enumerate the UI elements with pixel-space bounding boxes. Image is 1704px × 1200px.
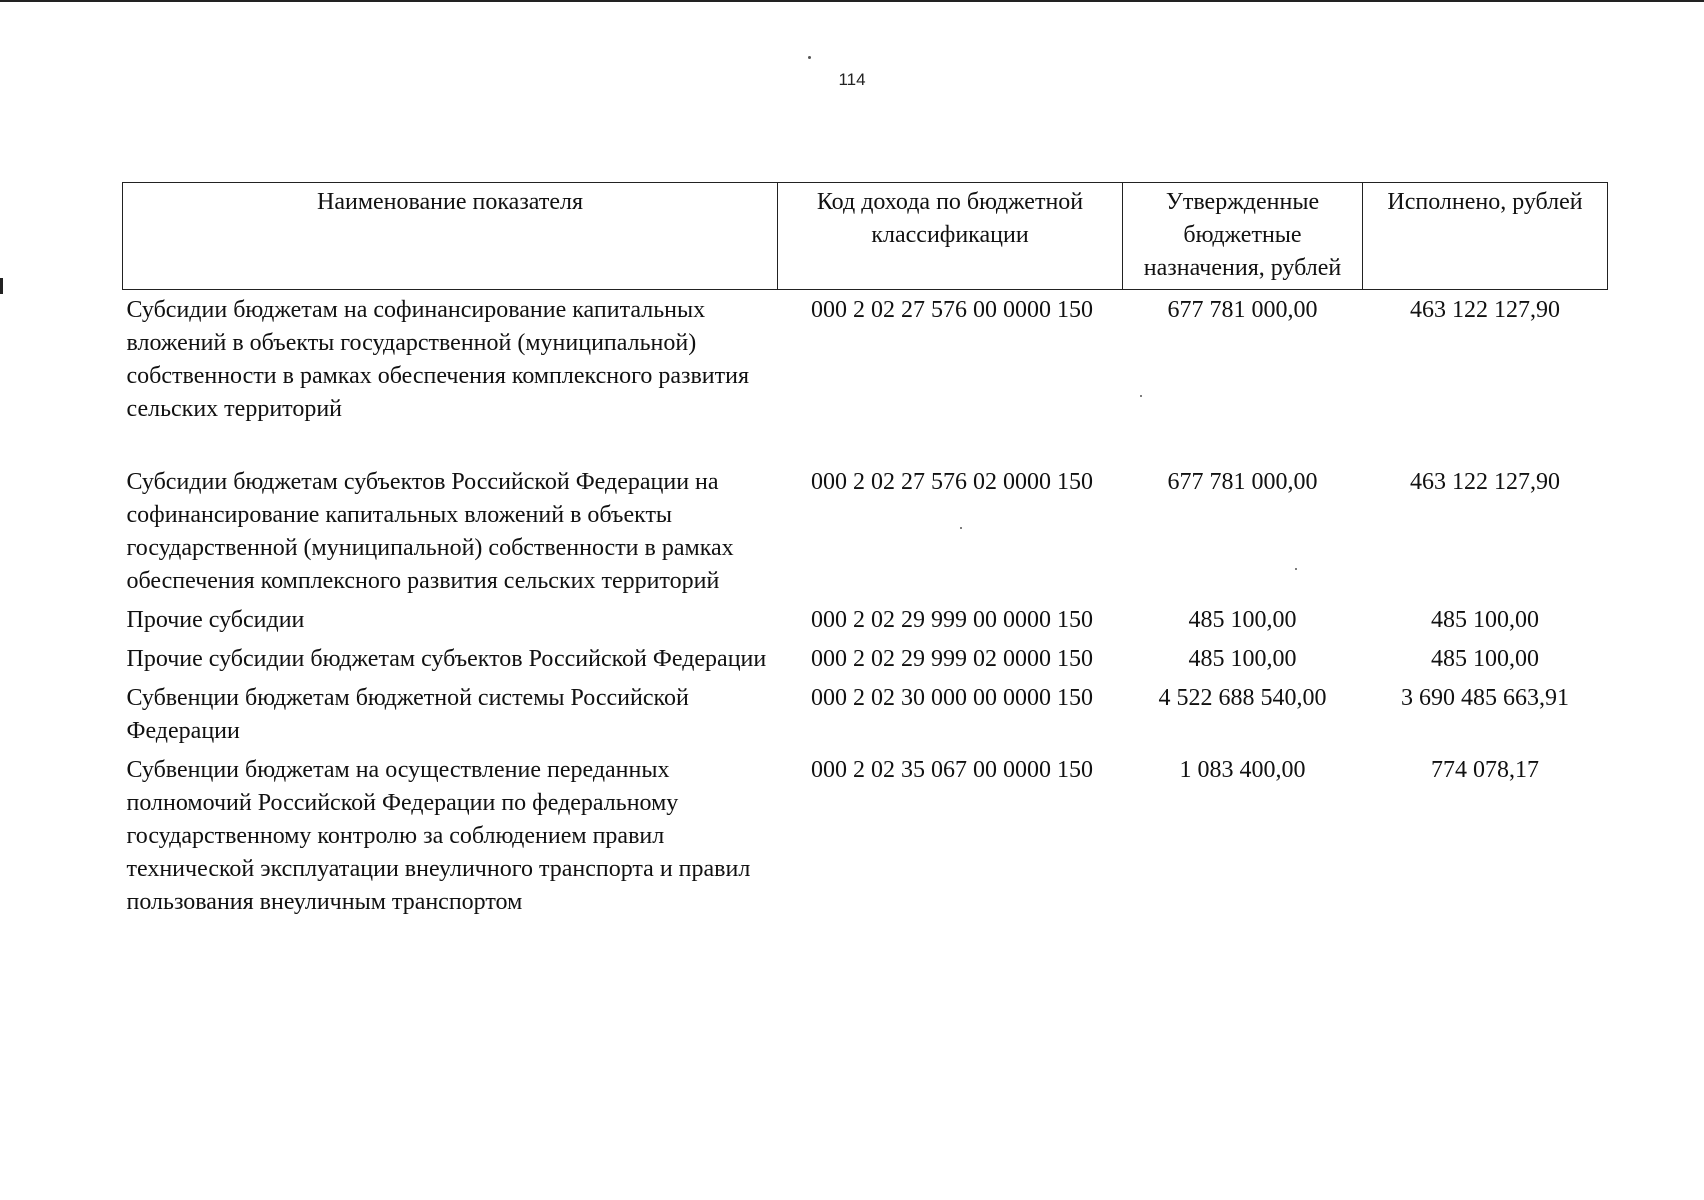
- row-code: 000 2 02 27 576 02 0000 150: [811, 469, 1093, 495]
- row-approved: 485 100,00: [1188, 646, 1297, 672]
- budget-income-table: [122, 182, 1608, 925]
- table-row: [123, 604, 1608, 643]
- row-name: Субсидии бюджетам на софинансирование капитальных вложений в объекты государственной (муниципальной) собственности в рамках обеспечения комплексного развития сельских территорий: [126, 297, 750, 422]
- table-row: [123, 754, 1608, 925]
- row-approved: 1 083 400,00: [1179, 757, 1306, 783]
- row-approved: 4 522 688 540,00: [1158, 685, 1327, 711]
- row-code: 000 2 02 29 999 00 0000 150: [811, 607, 1093, 633]
- row-executed: 774 078,17: [1431, 757, 1539, 783]
- row-executed: 463 122 127,90: [1410, 469, 1560, 495]
- scan-speck: [808, 56, 811, 59]
- header-name: Наименование показателя: [123, 183, 778, 290]
- row-name: Субвенции бюджетам на осуществление переданных полномочий Российской Федерации по федеральному государственному контролю за соблюдением правил технической эксплуатации внеуличного транспорта и правил пользования внеуличным транспортом: [126, 757, 751, 915]
- row-approved: 485 100,00: [1188, 607, 1297, 633]
- table-row: [123, 290, 1608, 467]
- scan-edge-mark: [0, 278, 3, 294]
- table-row: [123, 643, 1608, 682]
- row-executed: 485 100,00: [1431, 607, 1539, 633]
- header-executed: Исполнено, рублей: [1363, 183, 1608, 290]
- row-approved: 677 781 000,00: [1167, 469, 1318, 495]
- header-code: Код дохода по бюджетной классификации: [778, 183, 1123, 290]
- row-name: Субвенции бюджетам бюджетной системы Российской Федерации: [126, 685, 689, 744]
- page-number: 114: [838, 70, 866, 89]
- table-header-row: [123, 183, 1608, 290]
- header-approved: Утвержденные бюджетные назначения, рублей: [1123, 183, 1363, 290]
- row-code: 000 2 02 35 067 00 0000 150: [811, 757, 1093, 783]
- row-approved: 677 781 000,00: [1167, 297, 1318, 323]
- row-executed: 485 100,00: [1431, 646, 1539, 672]
- row-code: 000 2 02 29 999 02 0000 150: [811, 646, 1093, 672]
- row-executed: 3 690 485 663,91: [1401, 685, 1569, 711]
- table-row: [123, 682, 1608, 754]
- row-name: Прочие субсидии бюджетам субъектов Российской Федерации: [126, 646, 767, 672]
- top-border-line: [0, 0, 1704, 2]
- row-code: 000 2 02 27 576 00 0000 150: [811, 297, 1093, 323]
- row-name: Прочие субсидии: [126, 607, 305, 633]
- row-code: 000 2 02 30 000 00 0000 150: [811, 685, 1093, 711]
- row-name: Субсидии бюджетам субъектов Российской Федерации на софинансирование капитальных вложений в объекты государственной (муниципальной) собственности в рамках обеспечения комплексного развития сельских территорий: [126, 469, 734, 594]
- table-row: [123, 466, 1608, 604]
- row-executed: 463 122 127,90: [1410, 297, 1560, 323]
